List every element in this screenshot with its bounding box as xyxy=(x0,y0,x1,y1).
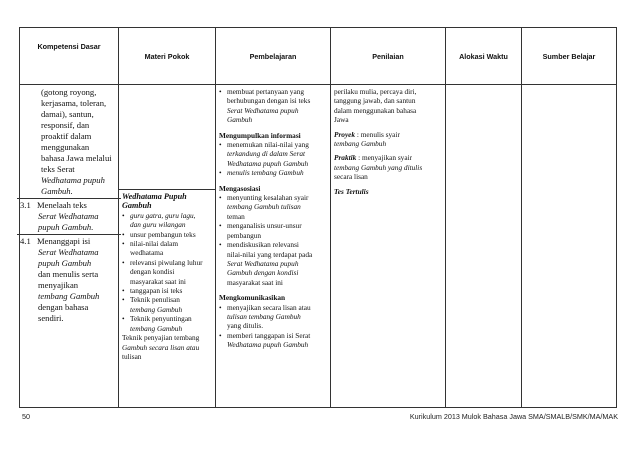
materi-content: Wedhatama Pupuh Gambuh • guru gatra, guru lagu, dan guru wilangan • unsur pembangun teks • nilai-nilai dalam wedhatama • relevansi piwulang luhur dengan kondisi masyarakat saat ini • tanggapan isi teks • Teknik penulisan tembang Gambuh • Teknik penyuntingan tembang Gambuh Teknik penyajian tembang Gambuh secara lisan atau tulisan xyxy=(119,189,215,363)
curriculum-table xyxy=(19,27,617,408)
sumber-cell xyxy=(522,85,617,408)
list-item: • tanggapan isi teks xyxy=(122,286,212,295)
list-item: • menulis tembang Gambuh xyxy=(219,168,327,177)
heading-mengasosiasi: Mengasosiasi xyxy=(219,183,261,193)
pembelajaran-cell xyxy=(216,85,331,408)
header-pembelajaran: Pembelajaran xyxy=(216,28,331,85)
list-item: • menganalisis unsur-unsur pembangun xyxy=(219,221,327,240)
header-penilaian: Penilaian xyxy=(331,28,446,85)
curriculum-table-page xyxy=(19,27,616,393)
kd-4-1: 4.1 Menanggapi isi Serat Wedhatama pupuh Gambuh dan menulis serta menyajikan tembang Gambuh dengan bahasa sendiri. xyxy=(17,234,121,324)
kd-cell xyxy=(20,85,119,408)
header-alokasi-waktu: Alokasi Waktu xyxy=(446,28,522,85)
alokasi-cell xyxy=(446,85,522,408)
materi-list xyxy=(122,211,212,333)
list-item: • memberi tanggapan isi Serat Wedhatama pupuh Gambuh xyxy=(219,331,327,350)
footer-title: Kurikulum 2013 Mulok Bahasa Jawa SMA/SMALB/SMK/MA/MAK xyxy=(409,412,618,421)
list-item: • mendiskusikan relevansi nilai-nilai yang terdapat pada Serat Wedhatama pupuh Gambuh dengan kondisi masyarakat saat ini xyxy=(219,240,327,287)
list-item: • relevansi piwulang luhur dengan kondisi masyarakat saat ini xyxy=(122,258,212,286)
header-kompetensi-dasar: Kompetensi Dasar xyxy=(20,28,119,85)
list-item: • nilai-nilai dalam wedhatama xyxy=(122,239,212,258)
list-item: • guru gatra, guru lagu, dan guru wilangan xyxy=(122,211,212,230)
list-item: • Teknik penyuntingan tembang Gambuh xyxy=(122,314,212,333)
table-header-row xyxy=(20,28,617,85)
proyek-item: Proyek : menulis syair xyxy=(334,129,400,139)
penilaian-cell: perilaku mulia, percaya diri, tanggung jawab, dan santun dalam menggunakan bahasa Jawa Proyek : menulis syair tembang Gambuh Praktik : menyajikan syair tembang Gambuh yang ditulis secara lisan Tes Tertulis xyxy=(331,85,446,408)
list-item: • menemukan nilai-nilai yang terkandung di dalam Serat Wedhatama pupuh Gambuh xyxy=(219,140,327,168)
list-item: • menyajikan secara lisan atau tulisan tembang Gambuh yang ditulis. xyxy=(219,303,327,331)
list-item: • Teknik penulisan tembang Gambuh xyxy=(122,295,212,314)
kd-3-1: 3.1 Menelaah teks Serat Wedhatama pupuh Gambuh. xyxy=(17,198,121,233)
page-number: 50 xyxy=(22,412,30,421)
tes-tertulis: Tes Tertulis xyxy=(334,186,369,196)
list-item: • menyunting kesalahan syair tembang Gambuh tulisan teman xyxy=(219,193,327,221)
table-row xyxy=(20,85,617,408)
kd-continuation: (gotong royong, kerjasama, toleran, damai), santun, responsif, dan proaktif dalam menggunakan bahasa Jawa melalui teks Serat Wedhatama pupuh Gambuh. xyxy=(41,87,112,196)
list-item: • membuat pertanyaan yang berhubungan dengan isi teks Serat Wedhatama pupuh Gambuh xyxy=(219,87,327,125)
header-sumber-belajar: Sumber Belajar xyxy=(522,28,617,85)
list-item: • unsur pembangun teks xyxy=(122,230,212,239)
heading-mengkomunikasikan: Mengkomunikasikan xyxy=(219,293,286,303)
header-materi-pokok: Materi Pokok xyxy=(119,28,216,85)
materi-cell xyxy=(119,85,216,408)
heading-mengumpulkan: Mengumpulkan informasi xyxy=(219,130,301,140)
praktik-item: Praktik : menyajikan syair xyxy=(334,153,413,163)
